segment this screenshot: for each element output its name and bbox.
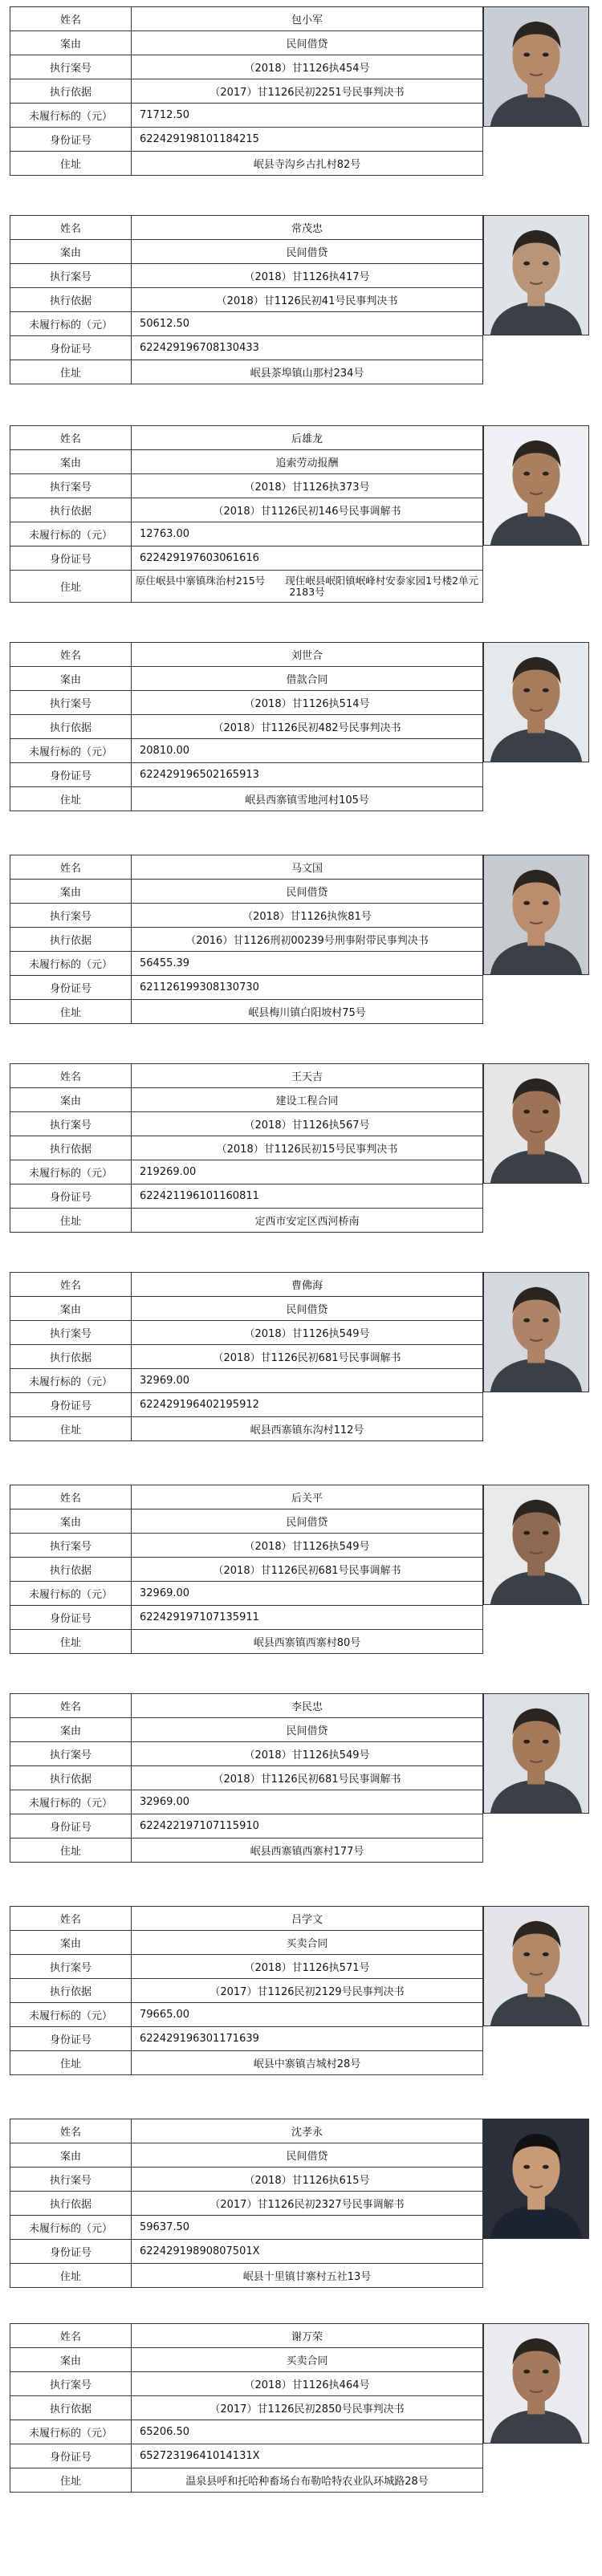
id-number-value: 622429196301171639 [132,2027,483,2051]
name-label: 姓名 [10,7,132,31]
case-number-label: 执行案号 [10,904,132,928]
record-table [10,1272,483,1441]
record-table [10,215,483,384]
amount-value: 32969.00 [132,1582,483,1606]
address-value: 岷县梅川镇白阳坡村75号 [132,1000,483,1024]
record-table [10,2323,483,2493]
case-number-label: 执行案号 [10,2372,132,2396]
record-table [10,1906,483,2075]
case-number-value: （2018）甘1126执549号 [132,1742,483,1766]
address-label: 住址 [10,2264,132,2288]
address-label: 住址 [10,1839,132,1863]
portrait-photo [483,1272,589,1392]
cause-value: 民间借贷 [132,1718,483,1742]
name-value: 刘世合 [132,643,483,667]
case-number-value: （2018）甘1126执571号 [132,1955,483,1979]
name-value: 沈孝永 [132,2119,483,2143]
id-number-label: 身份证号 [10,2027,132,2051]
record-table [10,6,483,176]
basis-value: （2017）甘1126民初2251号民事判决书 [132,79,483,104]
case-number-label: 执行案号 [10,55,132,79]
case-number-label: 执行案号 [10,1534,132,1558]
basis-value: （2017）甘1126民初2327号民事调解书 [132,2192,483,2216]
cause-label: 案由 [10,1718,132,1742]
portrait-photo [483,1063,589,1184]
address-value: 岷县茶埠镇山那村234号 [132,360,483,384]
cause-label: 案由 [10,240,132,264]
basis-label: 执行依据 [10,79,132,104]
amount-label: 未履行标的（元） [10,2420,132,2444]
name-label: 姓名 [10,426,132,450]
portrait-photo [483,1485,589,1605]
case-number-label: 执行案号 [10,1955,132,1979]
basis-value: （2017）甘1126民初2129号民事判决书 [132,1979,483,2003]
record-table [10,642,483,811]
cause-value: 建设工程合同 [132,1088,483,1112]
id-number-value: 622429197107135911 [132,1606,483,1630]
case-number-label: 执行案号 [10,1112,132,1136]
id-number-label: 身份证号 [10,1184,132,1209]
record-table [10,1693,483,1863]
case-number-value: （2018）甘1126执514号 [132,691,483,715]
amount-label: 未履行标的（元） [10,312,132,336]
basis-label: 执行依据 [10,715,132,739]
basis-label: 执行依据 [10,2192,132,2216]
case-number-value: （2018）甘1126执417号 [132,264,483,288]
basis-value: （2018）甘1126民初681号民事调解书 [132,1766,483,1790]
amount-label: 未履行标的（元） [10,1160,132,1184]
case-number-value: （2018）甘1126执464号 [132,2372,483,2396]
id-number-value: 622429196502165913 [132,763,483,787]
id-number-label: 身份证号 [10,1393,132,1417]
basis-value: （2018）甘1126民初15号民事判决书 [132,1136,483,1160]
address-value: 岷县西寨镇西寨村80号 [132,1630,483,1654]
basis-value: （2016）甘1126刑初00239号刑事附带民事判决书 [132,928,483,952]
case-number-label: 执行案号 [10,1321,132,1345]
amount-label: 未履行标的（元） [10,739,132,763]
amount-label: 未履行标的（元） [10,1790,132,1814]
cause-value: 民间借贷 [132,880,483,904]
amount-value: 59637.50 [132,2216,483,2240]
case-number-value: （2018）甘1126执454号 [132,55,483,79]
portrait-photo [483,6,589,127]
address-value: 岷县十里镇甘寨村五社13号 [132,2264,483,2288]
basis-value: （2018）甘1126民初681号民事调解书 [132,1345,483,1369]
amount-label: 未履行标的（元） [10,952,132,976]
cause-value: 民间借贷 [132,240,483,264]
id-number-label: 身份证号 [10,1606,132,1630]
basis-value: （2018）甘1126民初482号民事判决书 [132,715,483,739]
cause-label: 案由 [10,2143,132,2168]
basis-label: 执行依据 [10,2396,132,2420]
address-value: 原住岷县中寨镇珠治村215号 现住岷县岷阳镇岷峰村安泰家园1号楼2单元2183号 [132,571,483,603]
portrait-photo [483,642,589,762]
basis-label: 执行依据 [10,288,132,312]
name-label: 姓名 [10,216,132,240]
basis-value: （2018）甘1126民初681号民事调解书 [132,1558,483,1582]
amount-value: 56455.39 [132,952,483,976]
basis-label: 执行依据 [10,498,132,522]
address-label: 住址 [10,571,132,603]
record-table [10,1485,483,1654]
amount-value: 219269.00 [132,1160,483,1184]
name-label: 姓名 [10,1907,132,1931]
amount-label: 未履行标的（元） [10,2216,132,2240]
name-value: 常茂忠 [132,216,483,240]
id-number-value: 622429196402195912 [132,1393,483,1417]
id-number-value: 65272319641014131X [132,2444,483,2468]
portrait-photo [483,425,589,546]
cause-label: 案由 [10,1088,132,1112]
id-number-label: 身份证号 [10,128,132,152]
record-table [10,2119,483,2288]
amount-value: 32969.00 [132,1790,483,1814]
name-label: 姓名 [10,1273,132,1297]
name-value: 后雄龙 [132,426,483,450]
id-number-value: 622429198101184215 [132,128,483,152]
amount-value: 65206.50 [132,2420,483,2444]
basis-value: （2017）甘1126民初2850号民事判决书 [132,2396,483,2420]
address-value: 岷县西寨镇东沟村112号 [132,1417,483,1441]
basis-label: 执行依据 [10,928,132,952]
name-label: 姓名 [10,1694,132,1718]
case-number-value: （2018）甘1126执549号 [132,1534,483,1558]
cause-label: 案由 [10,450,132,474]
name-label: 姓名 [10,643,132,667]
portrait-photo [483,2323,589,2444]
id-number-value: 622421196101160811 [132,1184,483,1209]
amount-label: 未履行标的（元） [10,1369,132,1393]
name-label: 姓名 [10,1485,132,1509]
amount-value: 50612.50 [132,312,483,336]
name-label: 姓名 [10,2324,132,2348]
case-number-label: 执行案号 [10,474,132,498]
cause-value: 民间借贷 [132,31,483,55]
id-number-label: 身份证号 [10,1814,132,1839]
id-number-value: 621126199308130730 [132,976,483,1000]
cause-label: 案由 [10,1931,132,1955]
name-label: 姓名 [10,2119,132,2143]
cause-value: 买卖合同 [132,2348,483,2372]
portrait-photo [483,1693,589,1814]
portrait-photo [483,215,589,335]
name-label: 姓名 [10,1064,132,1088]
name-value: 马文国 [132,855,483,880]
cause-value: 借款合同 [132,667,483,691]
address-label: 住址 [10,1630,132,1654]
portrait-photo [483,855,589,975]
address-label: 住址 [10,1209,132,1233]
name-value: 李民忠 [132,1694,483,1718]
id-number-label: 身份证号 [10,2240,132,2264]
address-label: 住址 [10,2468,132,2493]
cause-label: 案由 [10,1509,132,1534]
basis-value: （2018）甘1126民初146号民事调解书 [132,498,483,522]
amount-value: 32969.00 [132,1369,483,1393]
name-value: 包小军 [132,7,483,31]
cause-label: 案由 [10,1297,132,1321]
case-number-label: 执行案号 [10,264,132,288]
amount-value: 20810.00 [132,739,483,763]
name-value: 吕学文 [132,1907,483,1931]
address-value: 岷县西寨镇西寨村177号 [132,1839,483,1863]
name-value: 王天吉 [132,1064,483,1088]
cause-label: 案由 [10,31,132,55]
cause-value: 民间借贷 [132,1297,483,1321]
portrait-photo [483,2119,589,2239]
address-label: 住址 [10,152,132,176]
basis-label: 执行依据 [10,1345,132,1369]
id-number-label: 身份证号 [10,763,132,787]
name-value: 谢万荣 [132,2324,483,2348]
id-number-value: 622429197603061616 [132,546,483,571]
record-table [10,425,483,603]
amount-label: 未履行标的（元） [10,2003,132,2027]
record-table [10,855,483,1024]
address-value: 温泉县呼和托哈种畜场台布勒哈特农业队环城路28号 [132,2468,483,2493]
cause-label: 案由 [10,2348,132,2372]
id-number-label: 身份证号 [10,2444,132,2468]
address-value: 定西市安定区西河桥南 [132,1209,483,1233]
name-label: 姓名 [10,855,132,880]
basis-label: 执行依据 [10,1979,132,2003]
cause-label: 案由 [10,667,132,691]
id-number-value: 622429196708130433 [132,336,483,360]
amount-value: 71712.50 [132,104,483,128]
id-number-label: 身份证号 [10,976,132,1000]
cause-value: 民间借贷 [132,1509,483,1534]
amount-value: 79665.00 [132,2003,483,2027]
case-number-value: （2018）甘1126执373号 [132,474,483,498]
case-number-label: 执行案号 [10,2168,132,2192]
name-value: 曹佛海 [132,1273,483,1297]
address-value: 岷县寺沟乡古扎村82号 [132,152,483,176]
cause-label: 案由 [10,880,132,904]
address-label: 住址 [10,1417,132,1441]
amount-label: 未履行标的（元） [10,1582,132,1606]
address-label: 住址 [10,1000,132,1024]
basis-label: 执行依据 [10,1766,132,1790]
cause-value: 买卖合同 [132,1931,483,1955]
id-number-value: 62242919890807501X [132,2240,483,2264]
portrait-photo [483,1906,589,2026]
amount-value: 12763.00 [132,522,483,546]
record-table [10,1063,483,1233]
address-value: 岷县中寨镇吉城村28号 [132,2051,483,2075]
case-number-value: （2018）甘1126执549号 [132,1321,483,1345]
basis-label: 执行依据 [10,1136,132,1160]
case-number-value: （2018）甘1126执恢81号 [132,904,483,928]
name-value: 后关平 [132,1485,483,1509]
cause-value: 民间借贷 [132,2143,483,2168]
case-number-value: （2018）甘1126执567号 [132,1112,483,1136]
basis-value: （2018）甘1126民初41号民事判决书 [132,288,483,312]
amount-label: 未履行标的（元） [10,522,132,546]
address-label: 住址 [10,2051,132,2075]
basis-label: 执行依据 [10,1558,132,1582]
address-label: 住址 [10,360,132,384]
amount-label: 未履行标的（元） [10,104,132,128]
case-number-value: （2018）甘1126执615号 [132,2168,483,2192]
id-number-label: 身份证号 [10,546,132,571]
cause-value: 追索劳动报酬 [132,450,483,474]
address-label: 住址 [10,787,132,811]
id-number-value: 622422197107115910 [132,1814,483,1839]
id-number-label: 身份证号 [10,336,132,360]
case-number-label: 执行案号 [10,1742,132,1766]
case-number-label: 执行案号 [10,691,132,715]
address-value: 岷县西寨镇雪地河村105号 [132,787,483,811]
